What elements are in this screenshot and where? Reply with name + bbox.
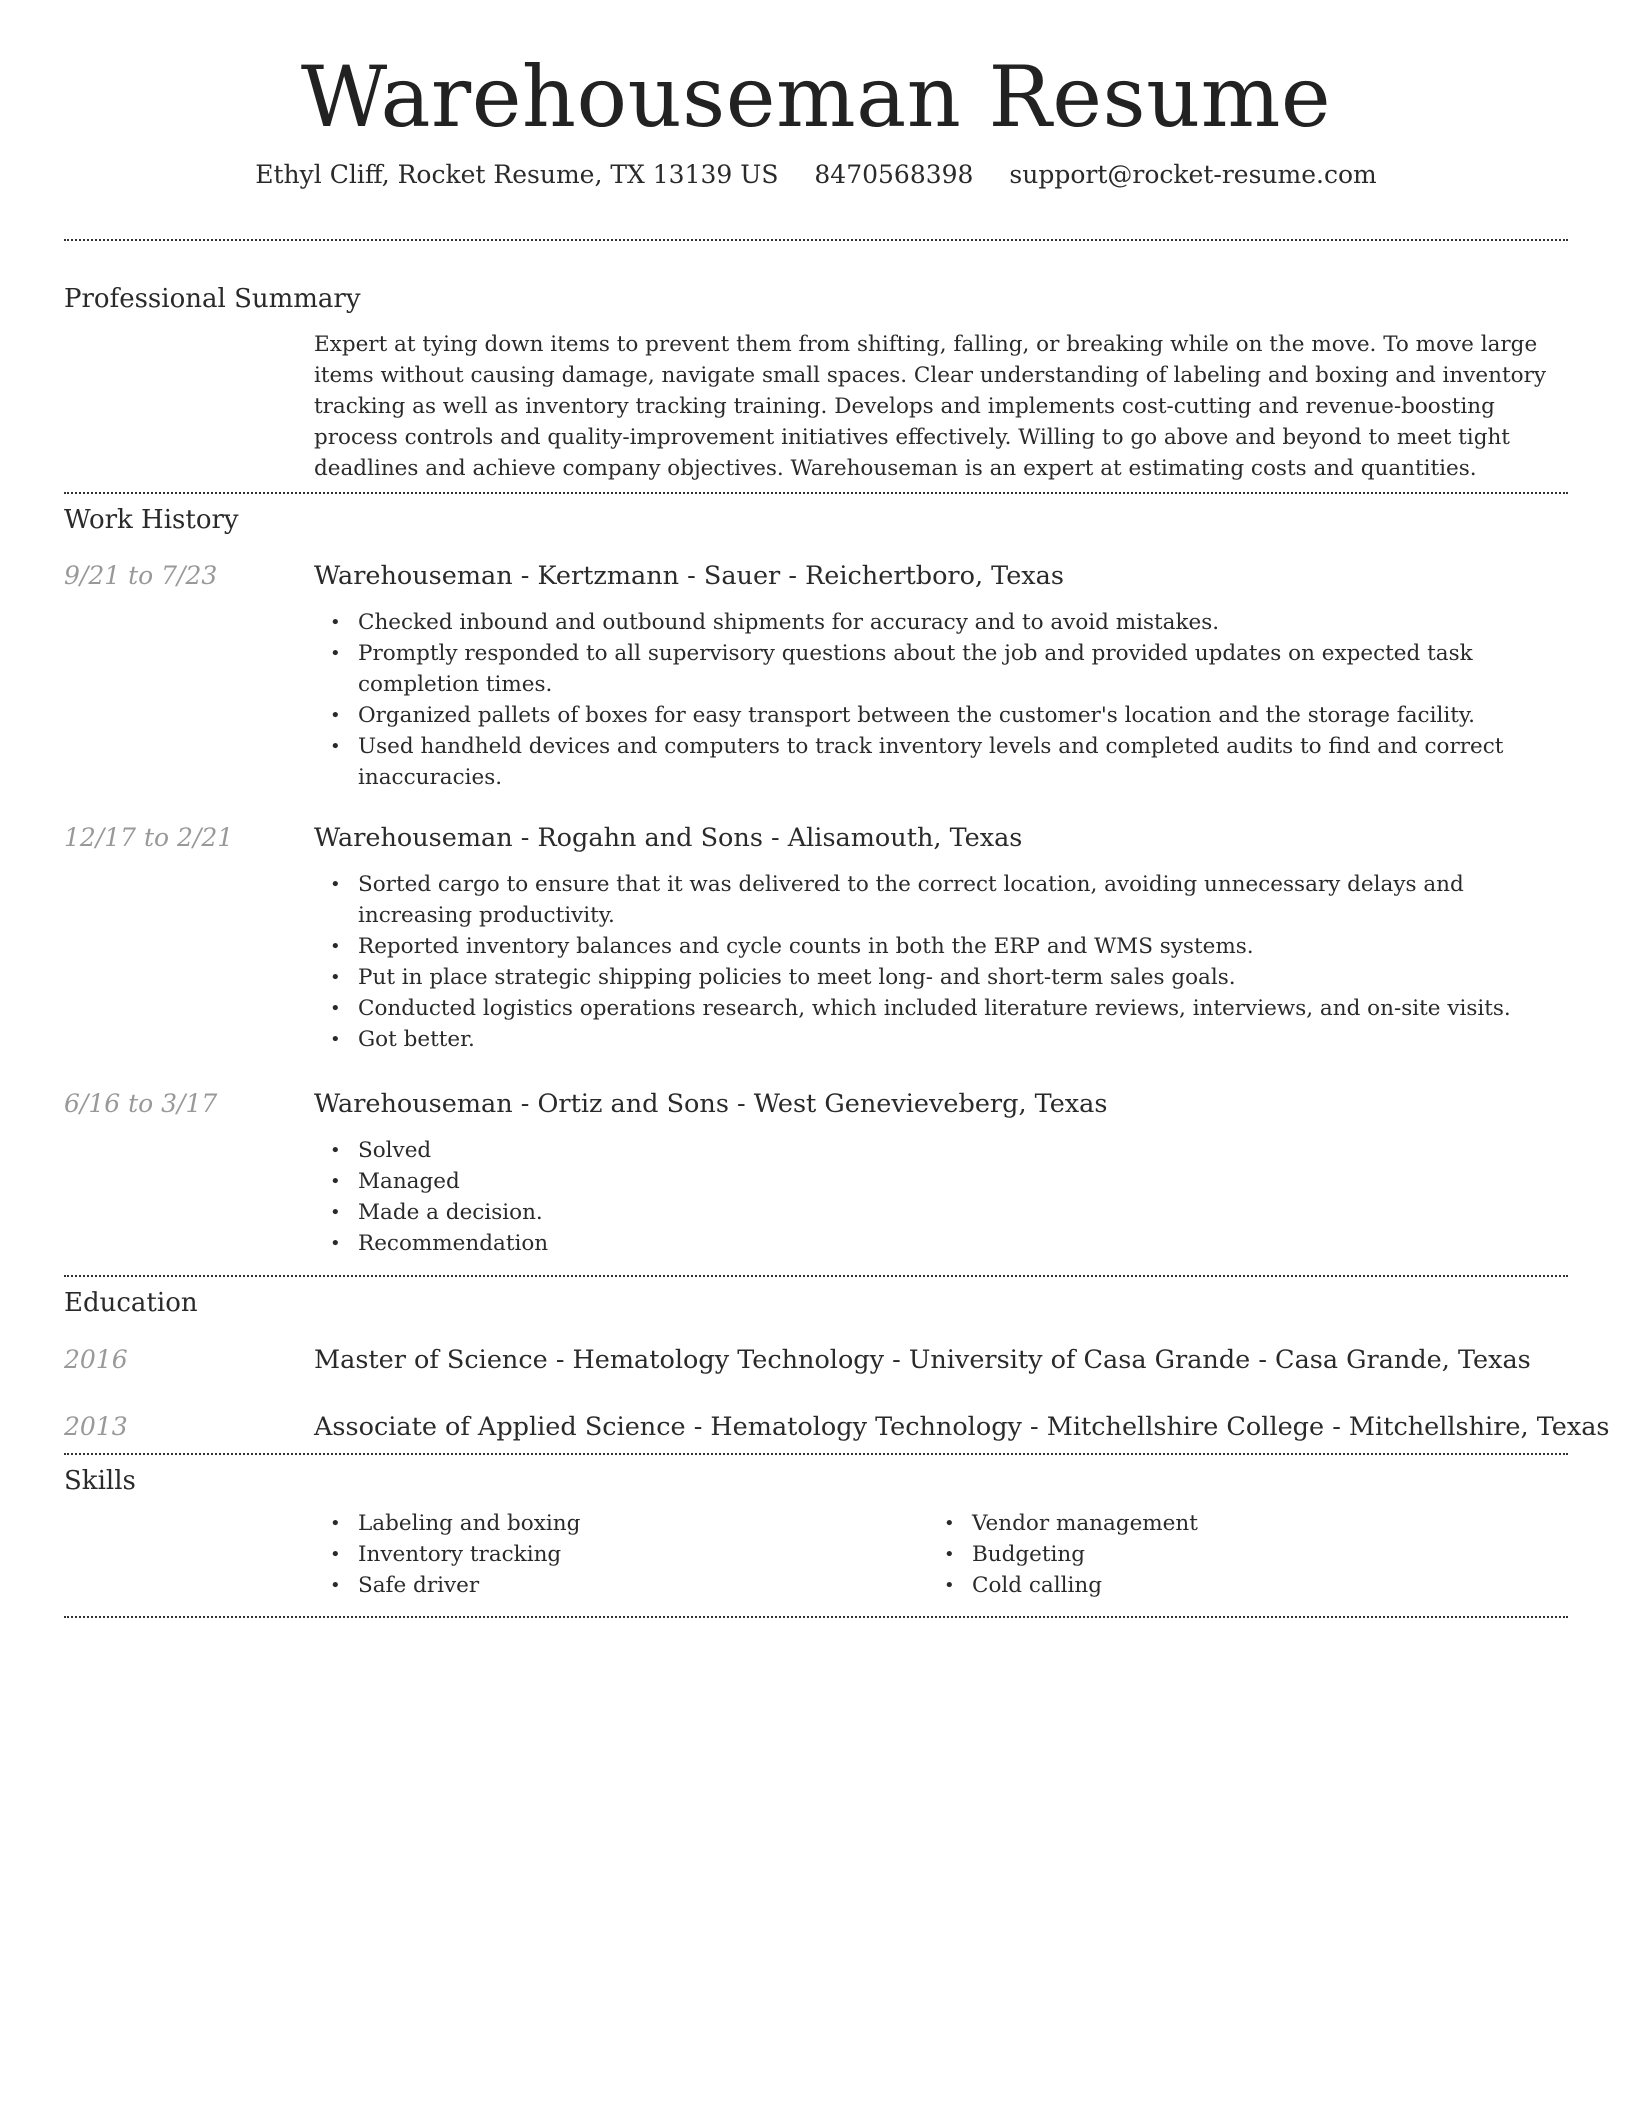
job-dates: 6/16 to 3/17 xyxy=(64,1089,218,1118)
list-item: • Conducted logistics operations research, which included literature reviews, interviews, and on-site visits. xyxy=(314,993,1568,1024)
skill-item: • Safe driver xyxy=(314,1570,928,1601)
list-item: • Made a decision. xyxy=(314,1197,1568,1228)
skill-item: • Cold calling xyxy=(928,1570,1542,1601)
contact-email[interactable]: support@rocket-resume.com xyxy=(1009,160,1377,189)
list-item: • Got better. xyxy=(314,1024,1568,1055)
education-entry xyxy=(64,1345,1568,1375)
job-title: Warehouseman - Rogahn and Sons - Alisamouth, Texas xyxy=(314,823,1023,853)
divider xyxy=(64,1275,1568,1277)
list-item: • Promptly responded to all supervisory questions about the job and provided updates on expected task completion times. xyxy=(314,638,1568,700)
skills-column-right xyxy=(928,1508,1542,1601)
divider xyxy=(64,239,1568,241)
contact-phone: 8470568398 xyxy=(814,160,974,189)
list-item: • Recommendation xyxy=(314,1228,1568,1259)
list-item: • Solved xyxy=(314,1135,1568,1166)
job-title: Warehouseman - Kertzmann - Sauer - Reichertboro, Texas xyxy=(314,561,1064,591)
job-title: Warehouseman - Ortiz and Sons - West Genevieveberg, Texas xyxy=(314,1089,1108,1119)
resume-title: Warehouseman Resume xyxy=(300,48,1332,146)
skills-column-left xyxy=(314,1508,928,1601)
skills-list xyxy=(314,1508,1568,1601)
divider xyxy=(64,1616,1568,1618)
job-entry xyxy=(64,1089,1568,1259)
education-title: Master of Science - Hematology Technology - University of Casa Grande - Casa Grande, Texas xyxy=(314,1345,1531,1375)
list-item: • Sorted cargo to ensure that it was delivered to the correct location, avoiding unnecessary delays and increasing productivity. xyxy=(314,869,1568,931)
divider xyxy=(64,1453,1568,1455)
summary-text: Expert at tying down items to prevent them from shifting, falling, or breaking while on the move. To move large items without causing damage, navigate small spaces. Clear understanding of labeling and boxing and inventory tracking as well as inventory tracking training. Develops and implements cost-cutting and revenue-boosting process controls and quality-improvement initiatives effectively. Willing to go above and beyond to meet tight deadlines and achieve company objectives. Warehouseman is an expert at estimating costs and quantities. xyxy=(314,332,1546,481)
job-dates: 12/17 to 2/21 xyxy=(64,823,234,852)
contact-address: Ethyl Cliff, Rocket Resume, TX 13139 US xyxy=(255,160,779,189)
list-item: • Put in place strategic shipping policies to meet long- and short-term sales goals. xyxy=(314,962,1568,993)
section-title-skills: Skills xyxy=(64,1466,136,1496)
skill-item: • Vendor management xyxy=(928,1508,1542,1539)
skill-item: • Inventory tracking xyxy=(314,1539,928,1570)
divider xyxy=(64,492,1568,494)
contact-line xyxy=(64,160,1568,210)
section-title-work: Work History xyxy=(64,505,239,535)
section-title-summary: Professional Summary xyxy=(64,284,361,314)
list-item: • Reported inventory balances and cycle counts in both the ERP and WMS systems. xyxy=(314,931,1568,962)
list-item: • Used handheld devices and computers to track inventory levels and completed audits to find and correct inaccuracies. xyxy=(314,731,1568,793)
education-year: 2016 xyxy=(64,1345,128,1374)
skill-item: • Labeling and boxing xyxy=(314,1508,928,1539)
job-entry xyxy=(64,823,1568,1055)
education-entry xyxy=(64,1412,1610,1442)
section-title-education: Education xyxy=(64,1288,198,1318)
resume-page xyxy=(64,0,1610,1618)
education-title: Associate of Applied Science - Hematology Technology - Mitchellshire College - Mitchellshire, Texas xyxy=(314,1412,1610,1442)
skill-item: • Budgeting xyxy=(928,1539,1542,1570)
job-entry xyxy=(64,561,1568,793)
education-year: 2013 xyxy=(64,1412,128,1441)
list-item: • Checked inbound and outbound shipments for accuracy and to avoid mistakes. xyxy=(314,607,1568,638)
job-dates: 9/21 to 7/23 xyxy=(64,561,218,590)
list-item: • Managed xyxy=(314,1166,1568,1197)
list-item: • Organized pallets of boxes for easy transport between the customer's location and the storage facility. xyxy=(314,700,1568,731)
